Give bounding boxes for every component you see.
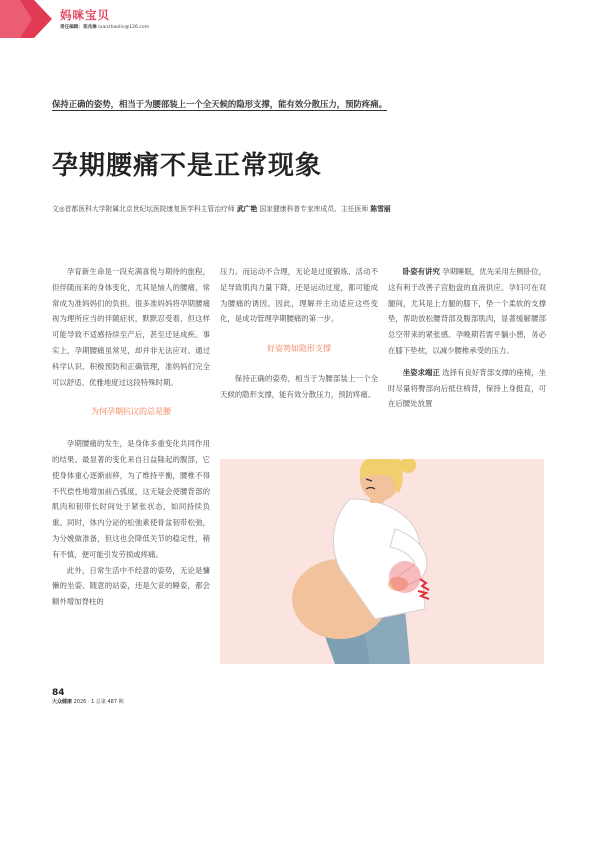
paragraph: 保持正确的姿势，相当于为腰部装上一个全天候的隐形支撑，能有效分散压力，预防疼痛。 <box>220 373 378 399</box>
byline-prefix: 文◎首都医科大学附属北京世纪坛医院康复医学科主管治疗师 <box>52 205 235 213</box>
byline-middle: 国家健康科普专家库成员、主任医师 <box>259 205 369 213</box>
editor-label: 责任编辑： <box>60 25 83 30</box>
paragraph: 孕育新生命是一段充满喜悦与期待的旅程，但伴随而来的身体变化，尤其是恼人的腰痛，常常成为准妈妈们的负担。很多准妈妈将孕期腰痛视为理所应当的伴随症状，默默忍受着，但这样可能导致不适感持续至产后，甚至迁延成疾。事实上，孕期腰痛虽常见，却并非无法应对。通过科学认识、积极预防和正确管理，准妈妈们完全可以舒适、优雅地度过这段特殊时期。 <box>52 267 210 387</box>
paragraph: 坐姿求端正 选择有良好背部支撑的座椅，坐时尽量将臀部向后抵住椅背，保持上身挺直，可在后腰处放置 <box>388 367 546 409</box>
section-tab-icon <box>0 0 52 38</box>
byline-author-2: 陈雪丽 <box>370 205 391 213</box>
column-2 <box>220 264 378 403</box>
paragraph: 卧姿有讲究 孕期睡眠，优先采用左侧卧位，这有利于改善子宫胎盘的血液供应。孕妇可在双腿间，尤其是上方腿的膝下，垫一个柔软的支撑垫，帮助放松腰背部及腹部肌肉，显著缓解腰部总空带来的紧张感。孕晚期若需平躺小憩，务必在膝下垫枕，以减少腰椎承受的压力。 <box>388 267 546 355</box>
byline-author-1: 武广艳 <box>236 205 258 213</box>
paragraph: 此外，日常生活中不经意的姿势，无论是慵懒的坐姿、随意的站姿，还是欠妥的睡姿，都会额外增加脊柱的 <box>52 565 210 607</box>
article-title: 孕期腰痛不是正常现象 <box>52 151 323 181</box>
paragraph: 压力。而运动不合理，无论是过度锻炼、活动不足导致肌肉力量下降，还是运动过度，都可能成为腰痛的诱因。因此，理解并主动适应这些变化，是成功管理孕期腰痛的第一步。 <box>220 267 378 324</box>
magazine-name: 大众健康 <box>52 699 73 705</box>
editor-name: 栾兆琳 <box>82 25 97 30</box>
pregnant-woman-back-pain-icon <box>220 459 544 664</box>
section-name: 妈咪宝贝 <box>60 8 110 22</box>
editor-email: luanzhaolin@126.com <box>98 25 150 30</box>
column-3 <box>388 264 546 412</box>
byline <box>52 203 391 213</box>
subheading: 为何孕期抗议的总是腰 <box>91 407 171 417</box>
subheading: 好姿势如隐形支撑 <box>267 344 331 354</box>
paragraph: 孕期腰痛的发生，是身体多重变化共同作用的结果。最显著的变化来自日益隆起的腹部，它使身体重心逐渐前移，为了维持平衡，腰椎不得不代偿性地增加前凸弧度，这无疑会使腰背部的肌肉和韧带长时间处于紧张状态，如同持续负重。同时，体内分泌的松弛素使骨盆韧带松弛，为分娩做准备，但这也会降低关节的稳定性，稍有不慎，便可能引发劳损或疼痛。 <box>52 439 210 559</box>
column-1 <box>52 264 210 610</box>
lead-paragraph: 保持正确的姿势，相当于为腰部装上一个全天候的隐形支撑，能有效分散压力，预防疼痛。 <box>52 99 387 109</box>
page-number: 84 <box>52 688 65 698</box>
issue-number: 2026 · 1 总第 487 期 <box>73 699 124 705</box>
editor-line <box>60 24 149 30</box>
issue-line <box>52 698 124 705</box>
